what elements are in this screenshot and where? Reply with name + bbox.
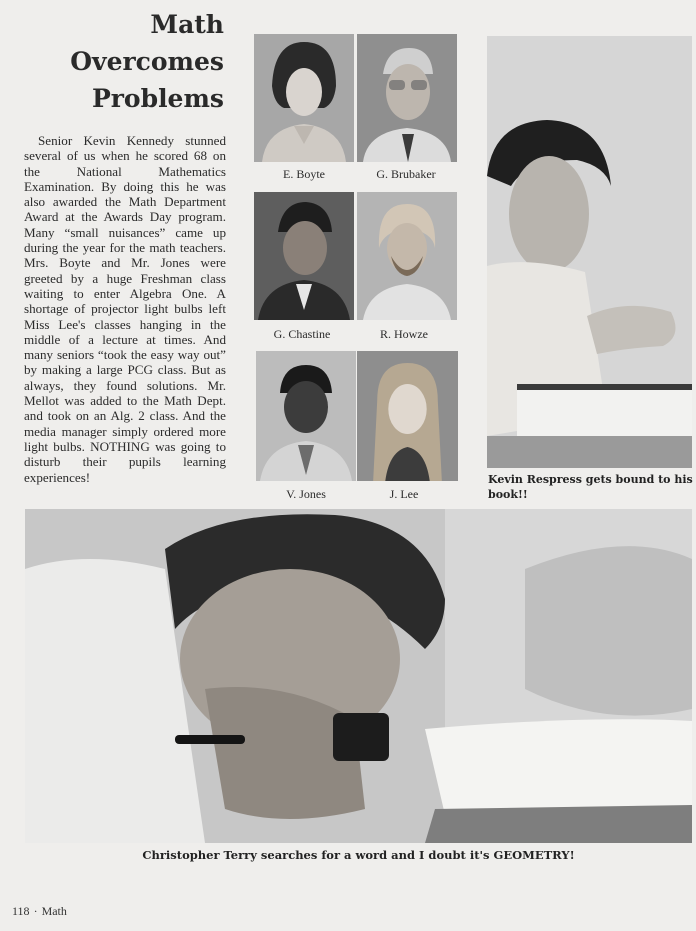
portrait-chastine xyxy=(254,192,354,320)
page-section: Math xyxy=(41,904,67,918)
title-line-3: Problems xyxy=(91,84,224,113)
portrait-jones xyxy=(256,351,356,481)
page-number: 118 xyxy=(12,904,30,918)
title-line-1: Math xyxy=(150,10,224,39)
photo-kevin-respress xyxy=(487,36,692,468)
portrait-brubaker xyxy=(357,34,457,162)
portrait-boyte xyxy=(254,34,354,162)
portrait-caption: E. Boyte xyxy=(283,167,325,181)
article-body: Senior Kevin Kennedy stunned several of us when he scored 68 on the National Mathematics Examination. By doing this he was also awarded the Math Department Award at the Awards Day program. Many “small nuisances” came up during the year for the math teachers. Mrs. Boyte and Mr. Jones were greeted by a huge Freshman class waiting to enter Algebra One. A shortage of projector light bulbs left Miss Lee's classes hanging in the middle of a lecture at times. And many seniors “took the easy way out” by making a large PCG class. But as always, they found solutions. Mr. Mellot was added to the Math Dept. and took on an Alg. 2 class. And the media manager simply ordered more light bulbs. NOTHING was going to disturb their pupils learning experiences! xyxy=(24,133,226,485)
page-title xyxy=(4,6,224,117)
portrait-caption: V. Jones xyxy=(286,487,326,501)
photo-caption-bottom: Christopher Terry searches for a word and I doubt it's GEOMETRY! xyxy=(142,848,575,862)
portrait-lee xyxy=(357,351,458,481)
photo-christopher-terry xyxy=(25,509,692,843)
portrait-howze xyxy=(357,192,457,320)
photo-caption-right: Kevin Respress gets bound to his book!! xyxy=(488,473,693,501)
portrait-caption: R. Howze xyxy=(380,327,428,341)
title-line-2: Overcomes xyxy=(70,47,224,76)
portrait-caption: G. Chastine xyxy=(273,327,331,341)
portrait-caption: J. Lee xyxy=(389,487,419,501)
page-folio: 118 · Math xyxy=(12,904,67,918)
portrait-caption: G. Brubaker xyxy=(376,167,436,181)
